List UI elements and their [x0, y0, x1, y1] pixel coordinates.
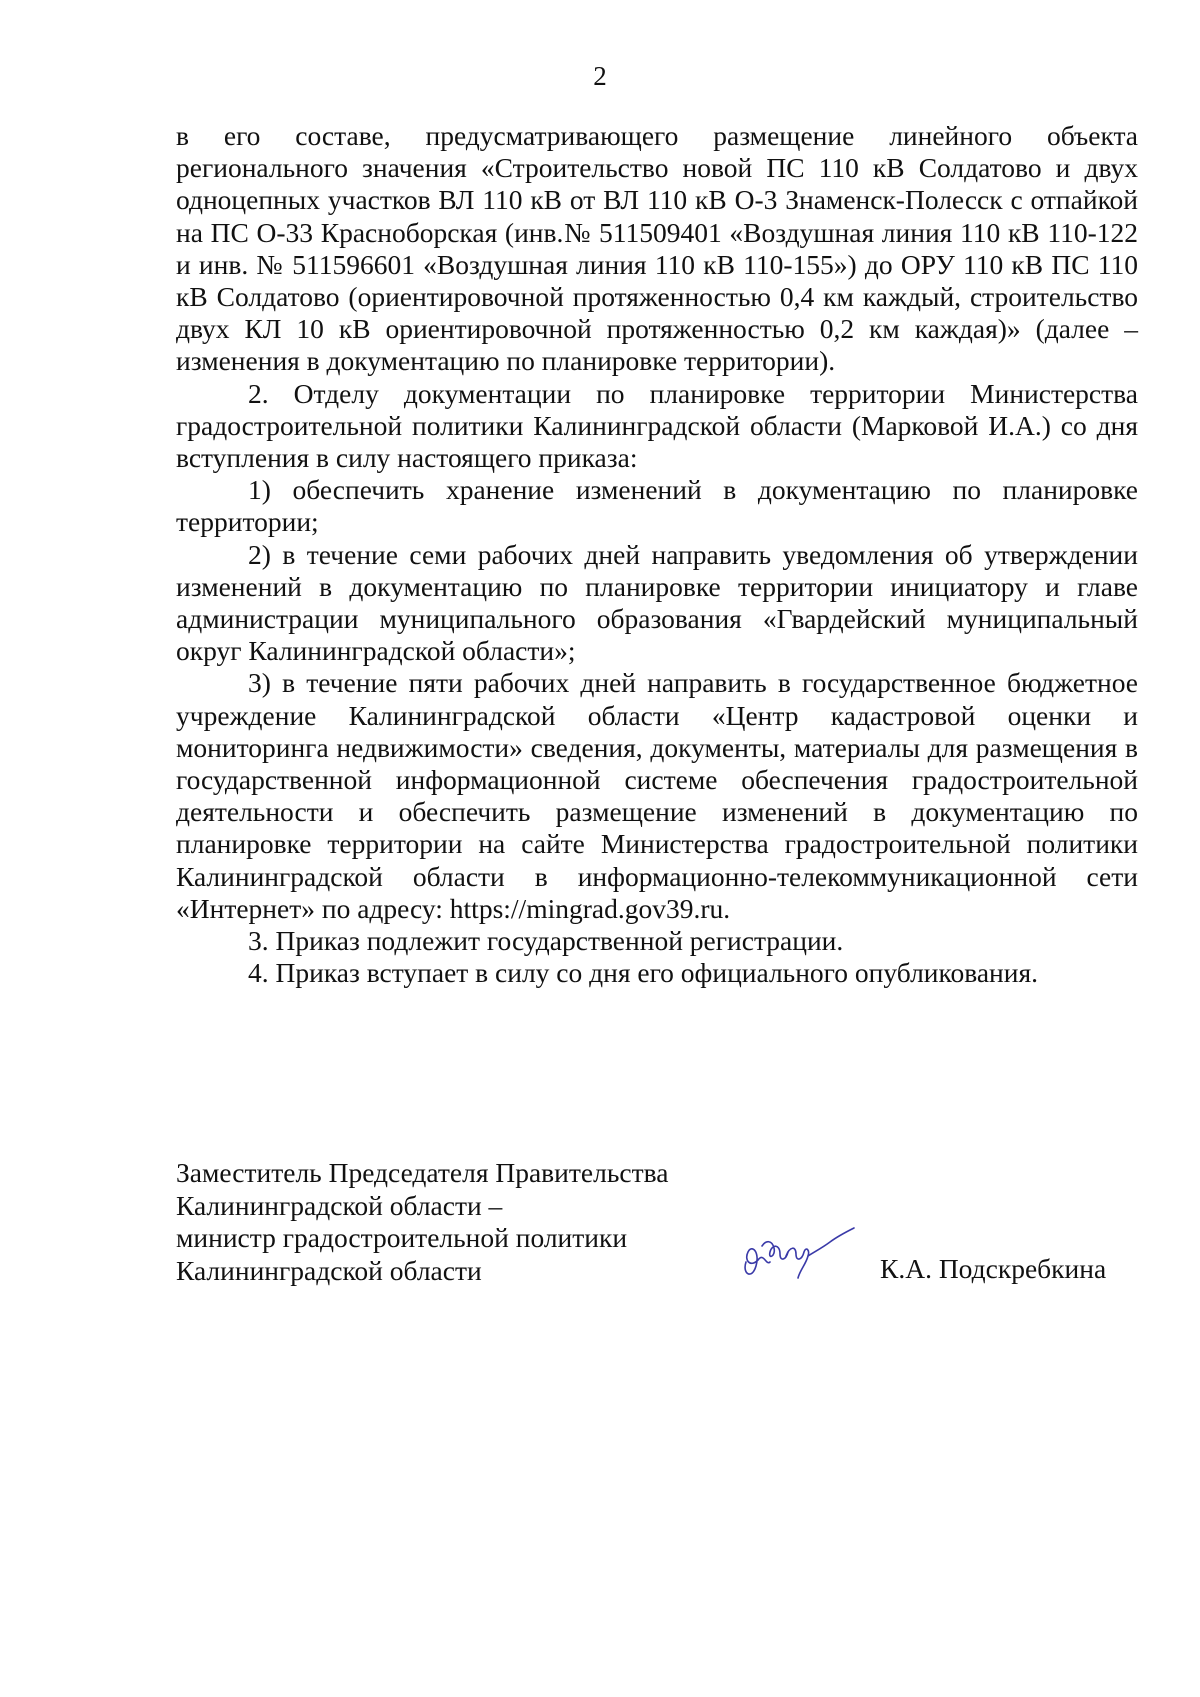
signatory-title-line: министр градостроительной политики — [176, 1222, 628, 1253]
paragraph-item-2: 2. Отделу документации по планировке территории Министерства градостроительной политики Калининградской области (Марковой И.А.) со дня вступления в силу настоящего приказа: — [176, 377, 1138, 474]
signatory-title-line: Калининградской области — [176, 1254, 482, 1286]
signatory-title-line: Калининградской области – — [176, 1189, 503, 1221]
document-body — [176, 120, 1138, 989]
paragraph-subitem-2: 2) в течение семи рабочих дней направить уведомления об утверждении изменений в документацию по планировке территории инициатору и главе администрации муниципального образования «Гвардейский муниципальный округ Калининградской области»; — [176, 538, 1138, 667]
paragraph-item-4: 4. Приказ вступает в силу со дня его официального опубликования. — [248, 957, 1039, 989]
signature-strokes — [745, 1228, 854, 1278]
signatory-title-line: Заместитель Председателя Правительства — [176, 1157, 669, 1188]
paragraph-subitem-1: 1) обеспечить хранение изменений в документацию по планировке территории; — [176, 474, 1138, 538]
signer-name: К.А. Подскребкина — [880, 1253, 1107, 1284]
paragraph-item-3: 3. Приказ подлежит государственной регистрации. — [248, 925, 844, 957]
signatory-title — [176, 1157, 668, 1287]
paragraph-continuation: в его составе, предусматривающего размещение линейного объекта регионального значения «Строительство новой ПС 110 кВ Солдатово и двух одноцепных участков ВЛ 110 кВ от ВЛ 110 кВ О-3 Знаменск-Полесск с отпайкой на ПС О-33 Красноборская (инв.№ 511509401 «Воздушная линия 110 кВ 110-122 и инв. № 511596601 «Воздушная линия 110 кВ 110-155») до ОРУ 110 кВ ПС 110 кВ Солдатово (ориентировочной протяженностью 0,4 км каждый, строительство двух КЛ 10 кВ ориентировочной протяженностью 0,2 км каждая)» (далее – изменения в документацию по планировке территории). — [176, 120, 1138, 377]
page-number: 2 — [593, 61, 607, 91]
paragraph-subitem-3: 3) в течение пяти рабочих дней направить в государственное бюджетное учреждение Калининградской области «Центр кадастровой оценки и мониторинга недвижимости» сведения, документы, материалы для размещения в государственной информационной системе обеспечения градостроительной деятельности и обеспечить размещение изменений в документацию по планировке территории на сайте Министерства градостроительной политики Калининградской области в информационно-телекоммуникационной сети «Интернет» по адресу: https://mingrad.gov39.ru. — [176, 667, 1138, 924]
handwritten-signature — [738, 1222, 858, 1286]
